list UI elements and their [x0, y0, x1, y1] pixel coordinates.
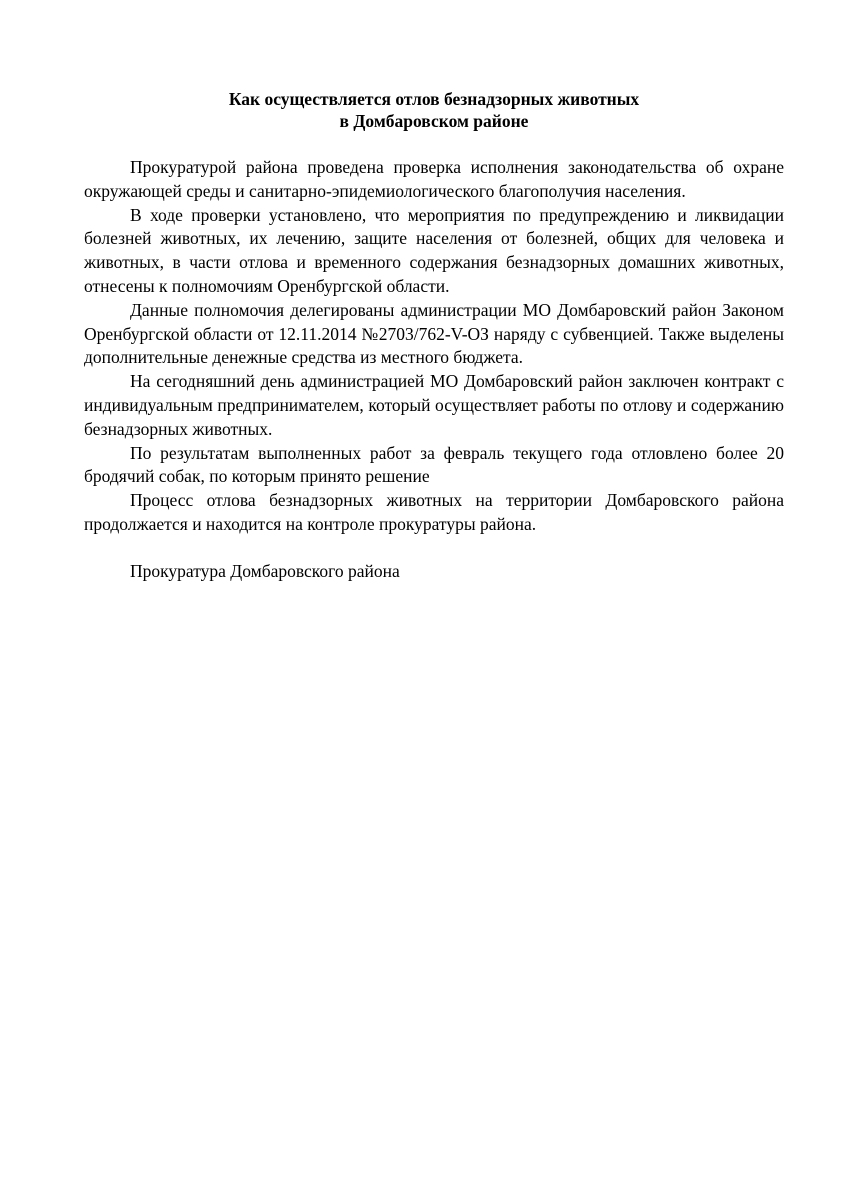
- document-title: [84, 88, 784, 132]
- document-page: [84, 88, 784, 584]
- paragraph-findings: В ходе проверки установлено, что мероприятия по предупреждению и ликвидации болезней животных, их лечению, защите населения от болезней, общих для человека и животных, в части отлова и временного содержания безнадзорных домашних животных, отнесены к полномочиям Оренбургской области.: [84, 204, 784, 296]
- paragraph-contract: На сегодняшний день администрацией МО Домбаровский район заключен контракт с индивидуальным предпринимателем, который осуществляет работы по отлову и содержанию безнадзорных животных.: [84, 371, 784, 439]
- title-line-2: в Домбаровском районе: [339, 111, 529, 131]
- paragraph-inspection: Прокуратурой района проведена проверка исполнения законодательства об охране окружающей среды и санитарно-эпидемиологического благополучия населения.: [84, 157, 784, 201]
- paragraph-results: По результатам выполненных работ за февраль текущего года отловлено более 20 бродячий собак, по которым принято решение: [84, 442, 784, 487]
- title-line-1: Как осуществляется отлов безнадзорных животных: [228, 89, 640, 109]
- paragraph-process: Процесс отлова безнадзорных животных на территории Домбаровского района продолжается и находится на контроле прокуратуры района.: [84, 490, 784, 534]
- paragraph-delegation: Данные полномочия делегированы администрации МО Домбаровский район Законом Оренбургской области от 12.11.2014 №2703/762-V-ОЗ наряду с субвенцией. Также выделены дополнительные денежные средства из местного бюджета.: [84, 299, 784, 368]
- signature: Прокуратура Домбаровского района: [130, 560, 400, 581]
